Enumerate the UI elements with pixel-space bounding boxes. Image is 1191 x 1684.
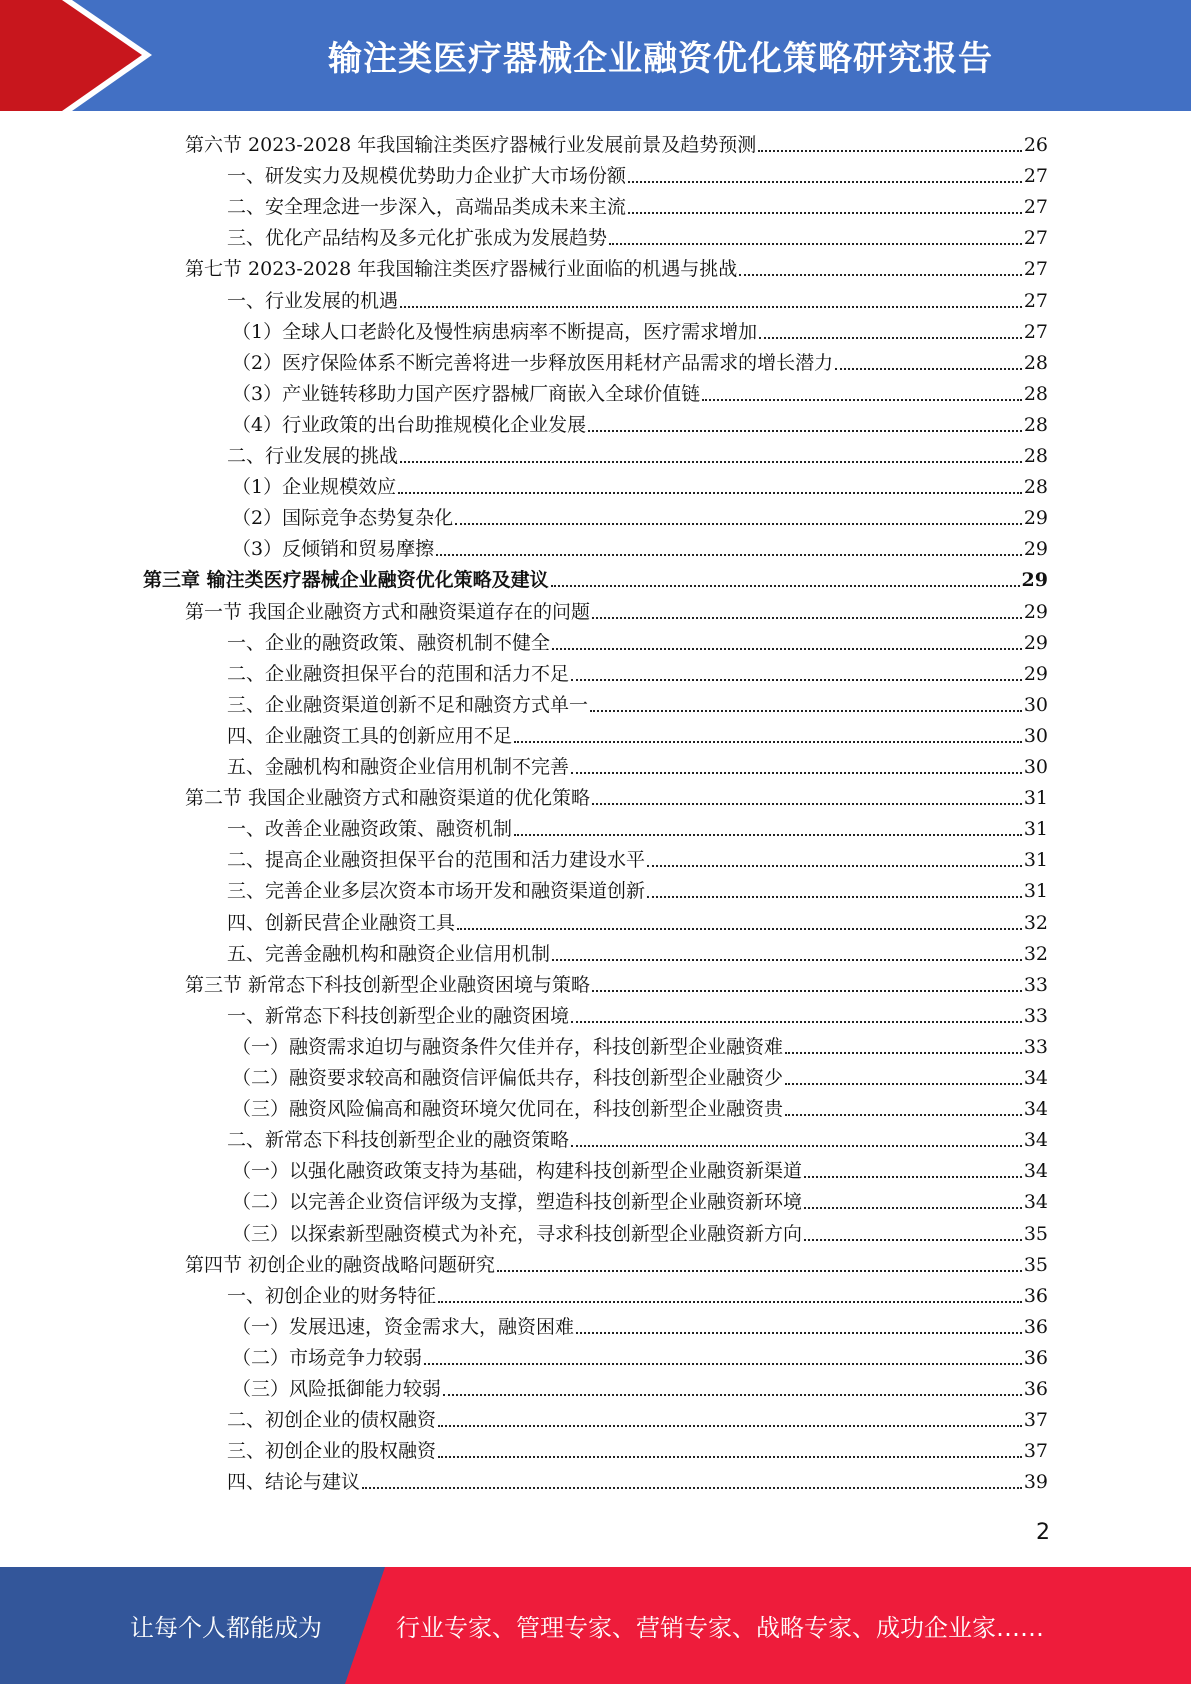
- footer-slogan-roles: 行业专家、管理专家、营销专家、战略专家、成功企业家……: [396, 1614, 1044, 1642]
- toc-dot-leader: [785, 1083, 1022, 1085]
- footer-slogan-lead: 让每个人都能成为: [130, 1614, 322, 1642]
- toc-entry-title: （1）全球人口老龄化及慢性病患病率不断提高，医疗需求增加: [232, 320, 758, 343]
- toc-entry-page: 35: [1023, 1253, 1048, 1276]
- toc-entry-title: 二、新常态下科技创新型企业的融资策略: [227, 1129, 570, 1152]
- toc-entry-title: 四、结论与建议: [227, 1471, 361, 1494]
- toc-entry-page: 35: [1023, 1222, 1048, 1245]
- toc-entry-title: 二、安全理念进一步深入，高端品类成未来主流: [227, 196, 627, 219]
- toc-entry[interactable]: [227, 718, 1048, 749]
- toc-entry-title: 二、企业融资担保平台的范围和活力不足: [227, 662, 570, 685]
- toc-entry-page: 27: [1023, 320, 1048, 343]
- toc-dot-leader: [400, 461, 1022, 463]
- toc-entry[interactable]: [227, 998, 1048, 1029]
- toc-entry-page: 27: [1023, 258, 1048, 281]
- toc-dot-leader: [758, 150, 1022, 152]
- toc-entry[interactable]: [227, 283, 1048, 314]
- toc-entry-page: 34: [1023, 1191, 1048, 1214]
- toc-entry-page: 29: [1021, 569, 1048, 592]
- toc-entry-title: 第三节 新常态下科技创新型企业融资困境与策略: [185, 973, 591, 996]
- toc-entry-title: 五、完善金融机构和融资企业信用机制: [227, 942, 551, 965]
- toc-entry-title: 一、研发实力及规模优势助力企业扩大市场份额: [227, 165, 627, 188]
- toc-entry[interactable]: [227, 936, 1048, 967]
- toc-entry-page: 27: [1023, 196, 1048, 219]
- toc-entry[interactable]: [232, 1060, 1048, 1091]
- toc-entry-title: （2）医疗保险体系不断完善将进一步释放医用耗材产品需求的增长潜力: [232, 351, 834, 374]
- toc-dot-leader: [571, 1021, 1022, 1023]
- toc-entry[interactable]: [227, 811, 1048, 842]
- toc-entry-title: 第四节 初创企业的融资战略问题研究: [185, 1253, 496, 1276]
- toc-entry[interactable]: [227, 625, 1048, 656]
- toc-dot-leader: [571, 772, 1022, 774]
- toc-dot-leader: [628, 181, 1022, 183]
- toc-dot-leader: [398, 492, 1022, 494]
- toc-entry-page: 27: [1023, 165, 1048, 188]
- toc-entry[interactable]: [185, 251, 1048, 282]
- toc-entry-title: 三、初创企业的股权融资: [227, 1440, 437, 1463]
- toc-entry-title: 三、完善企业多层次资本市场开发和融资渠道创新: [227, 880, 646, 903]
- toc-entry[interactable]: [227, 1278, 1048, 1309]
- toc-entry[interactable]: [232, 1216, 1048, 1247]
- toc-entry-page: 29: [1023, 600, 1048, 623]
- toc-dot-leader: [592, 990, 1022, 992]
- toc-dot-leader: [438, 1425, 1022, 1427]
- toc-entry[interactable]: [232, 1340, 1048, 1371]
- toc-dot-leader: [497, 1270, 1022, 1272]
- toc-entry-page: 37: [1023, 1409, 1048, 1432]
- toc-dot-leader: [551, 585, 1020, 587]
- toc-entry-page: 28: [1023, 382, 1048, 405]
- toc-entry[interactable]: [227, 842, 1048, 873]
- toc-entry-title: 第二节 我国企业融资方式和融资渠道的优化策略: [185, 787, 591, 810]
- toc-dot-leader: [804, 1207, 1022, 1209]
- toc-entry-title: 五、金融机构和融资企业信用机制不完善: [227, 756, 570, 778]
- toc-entry-title: 一、改善企业融资政策、融资机制: [227, 818, 513, 841]
- toc-entry-page: 26: [1023, 134, 1048, 156]
- toc-entry-page: 34: [1023, 1160, 1048, 1183]
- toc-entry[interactable]: [227, 749, 1048, 780]
- toc-entry-page: 33: [1023, 1035, 1048, 1058]
- toc-entry-page: 30: [1023, 693, 1048, 716]
- toc-dot-leader: [576, 1332, 1022, 1334]
- toc-dot-leader: [804, 1239, 1022, 1241]
- toc-entry[interactable]: [185, 780, 1048, 811]
- toc-dot-leader: [424, 1363, 1022, 1365]
- toc-entry[interactable]: [185, 127, 1048, 158]
- toc-entry[interactable]: [232, 1309, 1048, 1340]
- toc-entry[interactable]: [185, 967, 1048, 998]
- toc-entry-page: 37: [1023, 1440, 1048, 1463]
- toc-entry[interactable]: [232, 1091, 1048, 1122]
- report-title: 输注类医疗器械企业融资优化策略研究报告: [328, 39, 993, 79]
- toc-entry[interactable]: [232, 1153, 1048, 1184]
- toc-entry[interactable]: [227, 656, 1048, 687]
- toc-entry-page: 28: [1023, 351, 1048, 374]
- toc-entry[interactable]: [227, 1402, 1048, 1433]
- toc-dot-leader: [514, 741, 1022, 743]
- toc-entry-title: （二）市场竞争力较弱: [232, 1346, 423, 1369]
- toc-entry-title: 一、行业发展的机遇: [227, 289, 399, 312]
- toc-entry-page: 28: [1023, 413, 1048, 436]
- toc-entry[interactable]: [232, 345, 1048, 376]
- toc-entry[interactable]: [227, 1122, 1048, 1153]
- toc-entry-title: （三）以探索新型融资模式为补充，寻求科技创新型企业融资新方向: [232, 1222, 803, 1245]
- toc-dot-leader: [590, 710, 1022, 712]
- toc-entry-title: （1）企业规模效应: [232, 476, 397, 499]
- toc-entry-page: 36: [1023, 1284, 1048, 1307]
- toc-entry-title: 三、优化产品结构及多元化扩张成为发展趋势: [227, 227, 608, 250]
- toc-entry[interactable]: [227, 1433, 1048, 1464]
- toc-dot-leader: [571, 679, 1022, 681]
- toc-dot-leader: [804, 1176, 1022, 1178]
- toc-entry-title: 第七节 2023-2028 年我国输注类医疗器械行业面临的机遇与挑战: [185, 258, 738, 281]
- toc-entry-page: 34: [1023, 1067, 1048, 1089]
- toc-entry-title: （3）产业链转移助力国产医疗器械厂商嵌入全球价值链: [232, 382, 701, 405]
- toc-entry[interactable]: [232, 469, 1048, 500]
- toc-entry-page: 28: [1023, 476, 1048, 499]
- toc-entry-page: 33: [1023, 1004, 1048, 1027]
- toc-entry-title: 二、提高企业融资担保平台的范围和活力建设水平: [227, 849, 646, 872]
- toc-entry-page: 32: [1023, 911, 1048, 934]
- toc-entry-title: 第一节 我国企业融资方式和融资渠道存在的问题: [185, 600, 591, 623]
- toc-dot-leader: [647, 865, 1022, 867]
- toc-entry[interactable]: [185, 1247, 1048, 1278]
- page-header: [0, 0, 1191, 111]
- toc-entry-title: （三）融资风险偏高和融资环境欠优同在，科技创新型企业融资贵: [232, 1098, 784, 1121]
- toc-entry-page: 28: [1023, 445, 1048, 467]
- toc-dot-leader: [438, 1301, 1022, 1303]
- toc-dot-leader: [514, 834, 1022, 836]
- toc-entry[interactable]: [232, 500, 1048, 531]
- toc-dot-leader: [455, 523, 1022, 525]
- toc-entry-page: 31: [1023, 787, 1048, 810]
- toc-entry[interactable]: [232, 376, 1048, 407]
- toc-entry-title: （二）以完善企业资信评级为支撑，塑造科技创新型企业融资新环境: [232, 1191, 803, 1214]
- toc-dot-leader: [628, 212, 1022, 214]
- toc-entry-page: 27: [1023, 289, 1048, 312]
- toc-entry[interactable]: [232, 1029, 1048, 1060]
- toc-dot-leader: [436, 554, 1022, 556]
- toc-entry-title: 二、初创企业的债权融资: [227, 1409, 437, 1432]
- page-footer: [0, 1567, 1191, 1684]
- toc-entry-page: 29: [1023, 662, 1048, 685]
- toc-entry-page: 33: [1023, 973, 1048, 996]
- toc-dot-leader: [759, 337, 1022, 339]
- toc-entry-page: 34: [1023, 1129, 1048, 1152]
- header-chevron-icon: [0, 0, 160, 111]
- toc-entry[interactable]: [227, 687, 1048, 718]
- page-number: 2: [1036, 1520, 1050, 1545]
- toc-entry-page: 31: [1023, 880, 1048, 903]
- toc-dot-leader: [592, 617, 1022, 619]
- toc-entry-title: 二、行业发展的挑战: [227, 445, 399, 467]
- toc-dot-leader: [647, 896, 1022, 898]
- toc-entry-page: 29: [1023, 631, 1048, 654]
- toc-entry[interactable]: [227, 1464, 1048, 1495]
- toc-entry-title: 三、企业融资渠道创新不足和融资方式单一: [227, 693, 589, 716]
- toc-entry-page: 36: [1023, 1346, 1048, 1369]
- toc-dot-leader: [739, 274, 1022, 276]
- toc-entry-page: 30: [1023, 724, 1048, 747]
- toc-dot-leader: [400, 306, 1022, 308]
- toc-entry-page: 36: [1023, 1378, 1048, 1400]
- toc-entry-title: （2）国际竞争态势复杂化: [232, 507, 454, 530]
- toc-dot-leader: [552, 959, 1022, 961]
- toc-entry[interactable]: [185, 594, 1048, 625]
- toc-entry-page: 29: [1023, 538, 1048, 561]
- toc-entry-title: （三）风险抵御能力较弱: [232, 1378, 442, 1400]
- toc-entry-title: 一、新常态下科技创新型企业的融资困境: [227, 1004, 570, 1027]
- toc-entry[interactable]: [143, 562, 1048, 593]
- toc-entry[interactable]: [232, 314, 1048, 345]
- toc-dot-leader: [785, 1052, 1022, 1054]
- toc-dot-leader: [571, 1145, 1022, 1147]
- toc-entry-page: 29: [1023, 507, 1048, 530]
- toc-entry-page: 39: [1023, 1471, 1048, 1494]
- toc-entry-title: （二）融资要求较高和融资信评偏低共存，科技创新型企业融资少: [232, 1067, 784, 1089]
- toc-dot-leader: [785, 1114, 1022, 1116]
- toc-dot-leader: [552, 648, 1022, 650]
- toc-entry[interactable]: [227, 438, 1048, 469]
- toc-entry-page: 31: [1023, 818, 1048, 841]
- toc-dot-leader: [438, 1456, 1022, 1458]
- toc-entry-title: （4）行业政策的出台助推规模化企业发展: [232, 413, 587, 436]
- toc-entry[interactable]: [227, 905, 1048, 936]
- toc-entry[interactable]: [232, 407, 1048, 438]
- toc-entry-title: 一、企业的融资政策、融资机制不健全: [227, 631, 551, 654]
- toc-entry-title: 四、企业融资工具的创新应用不足: [227, 724, 513, 747]
- toc-entry[interactable]: [227, 220, 1048, 251]
- toc-entry-page: 36: [1023, 1315, 1048, 1338]
- toc-entry-title: （一）以强化融资政策支持为基础，构建科技创新型企业融资新渠道: [232, 1160, 803, 1183]
- toc-entry[interactable]: [227, 873, 1048, 904]
- toc-entry-page: 34: [1023, 1098, 1048, 1121]
- toc-dot-leader: [443, 1394, 1022, 1396]
- toc-entry[interactable]: [227, 189, 1048, 220]
- toc-entry-title: （3）反倾销和贸易摩擦: [232, 538, 435, 561]
- toc-entry[interactable]: [232, 531, 1048, 562]
- toc-dot-leader: [835, 368, 1022, 370]
- toc-entry-page: 32: [1023, 942, 1048, 965]
- toc-dot-leader: [592, 803, 1022, 805]
- toc-entry-page: 27: [1023, 227, 1048, 250]
- toc-entry-title: （一）发展迅速，资金需求大，融资困难: [232, 1315, 575, 1338]
- toc-entry-page: 31: [1023, 849, 1048, 872]
- toc-dot-leader: [362, 1487, 1022, 1489]
- toc-dot-leader: [609, 243, 1022, 245]
- toc-dot-leader: [588, 430, 1022, 432]
- toc-entry-title: 一、初创企业的财务特征: [227, 1284, 437, 1307]
- toc-dot-leader: [702, 399, 1022, 401]
- toc-dot-leader: [457, 928, 1022, 930]
- toc-entry-title: 第三章 输注类医疗器械企业融资优化策略及建议: [143, 569, 549, 592]
- toc-entry-title: 四、创新民营企业融资工具: [227, 911, 456, 934]
- toc-entry[interactable]: [227, 158, 1048, 189]
- toc-entry-page: 30: [1023, 756, 1048, 778]
- toc-entry[interactable]: [232, 1184, 1048, 1215]
- toc-entry[interactable]: [232, 1371, 1048, 1402]
- toc-entry-title: （一）融资需求迫切与融资条件欠佳并存，科技创新型企业融资难: [232, 1035, 784, 1058]
- toc-entry-title: 第六节 2023-2028 年我国输注类医疗器械行业发展前景及趋势预测: [185, 134, 757, 156]
